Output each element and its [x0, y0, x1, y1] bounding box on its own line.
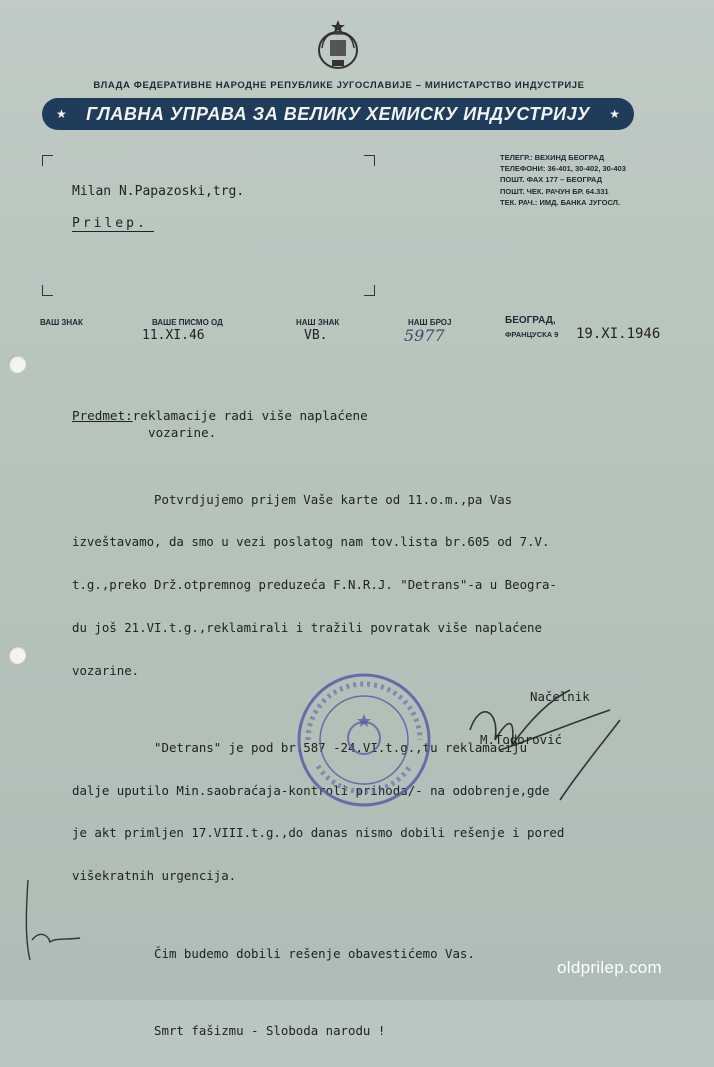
margin-signature-icon [20, 870, 90, 970]
subject-line: reklamacije radi više naplaćene [132, 408, 368, 423]
body-line: Smrt fašizmu - Sloboda narodu ! [72, 1023, 386, 1039]
ministry-banner [42, 98, 634, 130]
body-line: "Detrans" je pod br.587 -24.VI.t.g.,tu reklamaciju [72, 739, 528, 755]
your-letter-value: 11.XI.46 [142, 328, 205, 343]
address-corner-mark [364, 155, 375, 166]
address-corner-mark [42, 285, 53, 296]
government-line: ВЛАДА ФЕДЕРАТИВНЕ НАРОДНЕ РЕПУБЛИКЕ ЈУГОСЛАВИЈЕ – МИНИСТАРСТВО ИНДУСТРИЈЕ [93, 80, 585, 91]
star-icon: ★ [609, 107, 620, 121]
contact-line: ТЕЛЕГР.: ВЕХИНД БЕОГРАД [500, 153, 605, 162]
our-number-label: НАШ БРОЈ [408, 318, 452, 327]
yugoslav-emblem-icon [314, 18, 362, 72]
subject-block [72, 407, 368, 441]
recipient-name: Milan N.Papazoski,trg. [72, 184, 245, 199]
body-line: je akt primljen 17.VIII.t.g.,do danas nismo dobili rešenje i pored [72, 825, 565, 841]
your-mark-label: ВАШ ЗНАК [40, 318, 83, 327]
signature-title: Načelnik [530, 689, 590, 704]
address-corner-mark [42, 155, 53, 166]
signature-name: M.Todorović [480, 732, 563, 747]
official-stamp-icon [294, 670, 434, 810]
subject-label: Predmet: [72, 408, 133, 423]
punch-hole [8, 646, 26, 664]
our-mark-value: VB. [304, 328, 328, 343]
body-line: Čim budemo dobili rešenje obavestićemo Vas. [72, 945, 475, 961]
contact-block [500, 152, 626, 208]
body-line: višekratnih urgencija. [72, 868, 237, 884]
our-mark-label: НАШ ЗНАК [296, 318, 340, 327]
banner-title: ГЛАВНА УПРАВА ЗА ВЕЛИКУ ХЕМИСКУ ИНДУСТРИЈУ [86, 103, 590, 124]
our-number-value: 5977 [404, 326, 445, 345]
recipient-city: Prilep. [72, 216, 154, 232]
watermark-text: oldprilep.com [557, 958, 663, 977]
body-line: vozarine. [72, 663, 140, 679]
contact-line: ТЕЛЕФОНИ: 36-401, 30-402, 30-403 [500, 164, 626, 174]
letter-city: БЕОГРАД, [505, 315, 556, 326]
letter-date: 19.XI.1946 [576, 326, 661, 342]
punch-hole [8, 355, 26, 373]
letter-street: ФРАНЦУСКА 9 [505, 330, 559, 339]
contact-line: ПОШТ. ЧЕК. РАЧУН БР. 64.331 [500, 186, 609, 196]
body-line: du još 21.VI.t.g.,reklamirali i tražili povratak više naplaćene [72, 620, 542, 636]
body-line: t.g.,preko Drž.otpremnog preduzeća F.N.R.J. "Detrans"-a u Beogra- [72, 577, 557, 593]
subject-line: vozarine. [148, 425, 217, 440]
body-line: Potvrdjujemo prijem Vaše karte od 11.o.m.,pa Vas [72, 491, 513, 507]
body-line: izveštavamo, da smo u vezi poslatog nam tov.lista br.605 od 7.V. [72, 534, 550, 550]
your-letter-label: ВАШЕ ПИСМО ОД [152, 318, 223, 327]
star-icon: ★ [56, 107, 67, 121]
contact-line: ПОШТ. ФАХ 177 – БЕОГРАД [500, 175, 603, 185]
contact-line: ТЕК. РАЧ.: ИМД. БАНКА ЈУГОСЛ. [500, 197, 621, 207]
body-line: dalje uputilo Min.saobraćaja-kontroli prihoda/- na odobrenje,gde [72, 782, 550, 798]
address-corner-mark [364, 285, 375, 296]
